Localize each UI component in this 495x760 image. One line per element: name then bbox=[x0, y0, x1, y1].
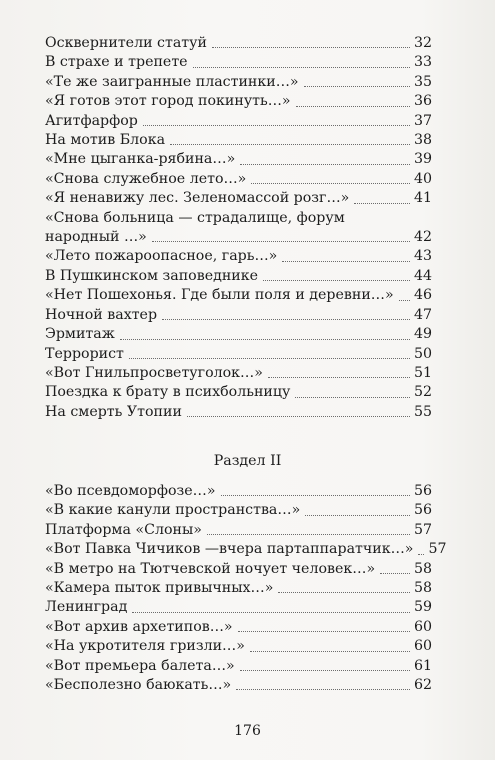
toc-entry-page: 46 bbox=[413, 287, 432, 304]
dot-leader bbox=[418, 554, 424, 555]
dot-leader bbox=[268, 377, 410, 378]
dot-leader bbox=[207, 534, 410, 535]
toc-entry bbox=[45, 579, 432, 598]
toc-entry-page: 52 bbox=[413, 384, 432, 401]
toc-entry-page: 39 bbox=[413, 151, 432, 168]
toc-entry-page: 61 bbox=[413, 657, 432, 674]
toc-entry-title: «Во псевдоморфозе…» bbox=[45, 483, 216, 499]
dot-leader bbox=[240, 164, 410, 165]
toc-entry-title: Платформа «Слоны» bbox=[45, 521, 202, 538]
toc-entry-title: Эрмитаж bbox=[45, 326, 115, 343]
toc-entry-title: В страхе и трепете bbox=[45, 54, 188, 71]
toc-entry bbox=[45, 501, 432, 520]
toc-entry-page: 55 bbox=[413, 403, 432, 420]
toc-entry-title: Поездка к брату в психбольницу bbox=[45, 384, 291, 401]
toc-entry-page: 33 bbox=[413, 54, 432, 71]
toc-entry-title: «В метро на Тютчевской ночует человек…» bbox=[45, 560, 376, 577]
toc-entry bbox=[45, 189, 432, 208]
toc-entry-title: «Снова служебное лето…» bbox=[45, 170, 247, 187]
toc-entry-page: 56 bbox=[413, 502, 432, 519]
toc-entry-title: На смерть Утопии bbox=[45, 403, 182, 420]
toc-entry-page: 60 bbox=[413, 618, 432, 635]
toc-entry-page: 50 bbox=[413, 345, 432, 362]
dot-leader bbox=[296, 106, 410, 107]
dot-leader bbox=[212, 47, 410, 48]
toc-entry-page: 47 bbox=[413, 306, 432, 323]
toc-entry-title: «Те же заигранные пластинки…» bbox=[45, 73, 299, 90]
dot-leader bbox=[282, 261, 410, 262]
dot-leader bbox=[120, 339, 410, 340]
dot-leader bbox=[132, 612, 410, 613]
toc-entry-title: «Вот Павка Чичиков —вчера партаппаратчик…» bbox=[45, 541, 414, 558]
toc-entry-title: Ночной вахтер bbox=[45, 306, 158, 323]
toc-entry-title: «Снова больница — страдалище, форум bbox=[45, 209, 345, 226]
toc-entry bbox=[45, 521, 432, 540]
section-heading: Раздел II bbox=[213, 453, 282, 469]
toc-entry bbox=[45, 345, 432, 364]
dot-leader bbox=[221, 495, 410, 496]
toc-entry-page: 59 bbox=[413, 599, 432, 616]
toc-entry bbox=[45, 53, 432, 72]
toc-entry-title: «Мне цыганка-рябина…» bbox=[45, 151, 236, 168]
toc-entry-page: 42 bbox=[413, 229, 432, 246]
dot-leader bbox=[399, 300, 410, 301]
toc-entry-page: 37 bbox=[413, 112, 432, 129]
toc-section-2 bbox=[45, 482, 447, 695]
toc-entry bbox=[45, 306, 432, 325]
dot-leader bbox=[162, 319, 410, 320]
toc-entry-title: В Пушкинском заповеднике bbox=[45, 267, 259, 284]
dot-leader bbox=[193, 67, 410, 68]
toc-entry-page: 57 bbox=[413, 521, 432, 538]
dot-leader bbox=[304, 86, 410, 87]
toc-entry bbox=[45, 364, 432, 383]
toc-entry bbox=[45, 637, 432, 656]
dot-leader bbox=[263, 280, 410, 281]
toc-entry bbox=[45, 325, 432, 344]
toc-entry-page: 35 bbox=[413, 73, 432, 90]
dot-leader bbox=[278, 592, 410, 593]
toc-entry-title: «Я ненавижу лес. Зеленомассой розг…» bbox=[45, 190, 350, 207]
toc-entry bbox=[45, 209, 432, 248]
toc-entry-page: 40 bbox=[413, 170, 432, 187]
dot-leader bbox=[143, 125, 410, 126]
toc-entry bbox=[45, 170, 432, 189]
toc-entry bbox=[45, 482, 432, 501]
toc-entry-page: 41 bbox=[413, 190, 432, 207]
toc-entry bbox=[45, 112, 432, 131]
toc-entry-page: 57 bbox=[428, 541, 447, 558]
toc-entry-title: «В какие канули пространства…» bbox=[45, 502, 301, 519]
toc-entry-page: 43 bbox=[413, 248, 432, 265]
toc-entry-title: «На укротителя гризли…» bbox=[45, 638, 245, 655]
dot-leader bbox=[236, 689, 410, 690]
toc-section-1 bbox=[45, 34, 432, 422]
toc-entry bbox=[45, 150, 432, 169]
toc-entry bbox=[45, 34, 432, 53]
toc-entry-page: 38 bbox=[413, 132, 432, 149]
toc-entry bbox=[45, 247, 432, 266]
toc-entry-page: 58 bbox=[413, 580, 432, 597]
toc-entry-title: «Бесполезно баюкать…» bbox=[45, 677, 232, 694]
dot-leader bbox=[250, 651, 410, 652]
toc-entry-title: «Вот Гнильпросветуголок…» bbox=[45, 364, 263, 381]
toc-entry bbox=[45, 131, 432, 150]
toc-entry-title: «Вот архив архетипов…» bbox=[45, 618, 233, 635]
toc-entry bbox=[45, 383, 432, 402]
dot-leader bbox=[129, 358, 410, 359]
page-number: 176 bbox=[234, 723, 261, 739]
dot-leader bbox=[354, 203, 410, 204]
toc-entry-title: «Я готов этот город покинуть…» bbox=[45, 93, 291, 110]
toc-entry bbox=[45, 676, 432, 695]
toc-entry-page: 60 bbox=[413, 638, 432, 655]
toc-entry-title: Террорист bbox=[45, 345, 124, 362]
dot-leader bbox=[380, 573, 410, 574]
dot-leader bbox=[238, 631, 410, 632]
toc-entry-title-continued: народный …» bbox=[45, 229, 147, 246]
toc-entry bbox=[45, 540, 447, 559]
toc-entry-title: Осквернители статуй bbox=[45, 35, 207, 51]
toc-entry-page: 58 bbox=[413, 560, 432, 577]
toc-entry bbox=[45, 73, 432, 92]
toc-entry-title: На мотив Блока bbox=[45, 132, 166, 149]
dot-leader bbox=[152, 241, 410, 242]
toc-entry-title: «Лето пожароопасное, гарь…» bbox=[45, 248, 278, 265]
toc-entry-title: Агитфарфор bbox=[45, 112, 138, 129]
toc-entry-title: «Нет Пошехонья. Где были поля и деревни…» bbox=[45, 287, 394, 304]
toc-entry bbox=[45, 598, 432, 617]
toc-entry-page: 62 bbox=[413, 677, 432, 694]
dot-leader bbox=[240, 670, 410, 671]
toc-entry-title: «Камера пыток привычных…» bbox=[45, 580, 274, 597]
toc-entry-page: 32 bbox=[413, 35, 432, 51]
dot-leader bbox=[170, 144, 410, 145]
toc-entry bbox=[45, 403, 432, 422]
dot-leader bbox=[251, 183, 410, 184]
toc-entry-title: Ленинград bbox=[45, 599, 128, 616]
toc-entry bbox=[45, 267, 432, 286]
toc-entry bbox=[45, 560, 432, 579]
toc-entry bbox=[45, 92, 432, 111]
dot-leader bbox=[295, 397, 410, 398]
toc-entry-page: 49 bbox=[413, 326, 432, 343]
toc-entry bbox=[45, 657, 432, 676]
toc-entry-page: 56 bbox=[413, 483, 432, 499]
toc-entry-page: 51 bbox=[413, 364, 432, 381]
dot-leader bbox=[305, 515, 410, 516]
dot-leader bbox=[187, 416, 410, 417]
toc-entry bbox=[45, 618, 432, 637]
toc-entry-page: 44 bbox=[413, 267, 432, 284]
toc-entry bbox=[45, 286, 432, 305]
toc-entry-page: 36 bbox=[413, 93, 432, 110]
toc-entry-title: «Вот премьера балета…» bbox=[45, 657, 235, 674]
